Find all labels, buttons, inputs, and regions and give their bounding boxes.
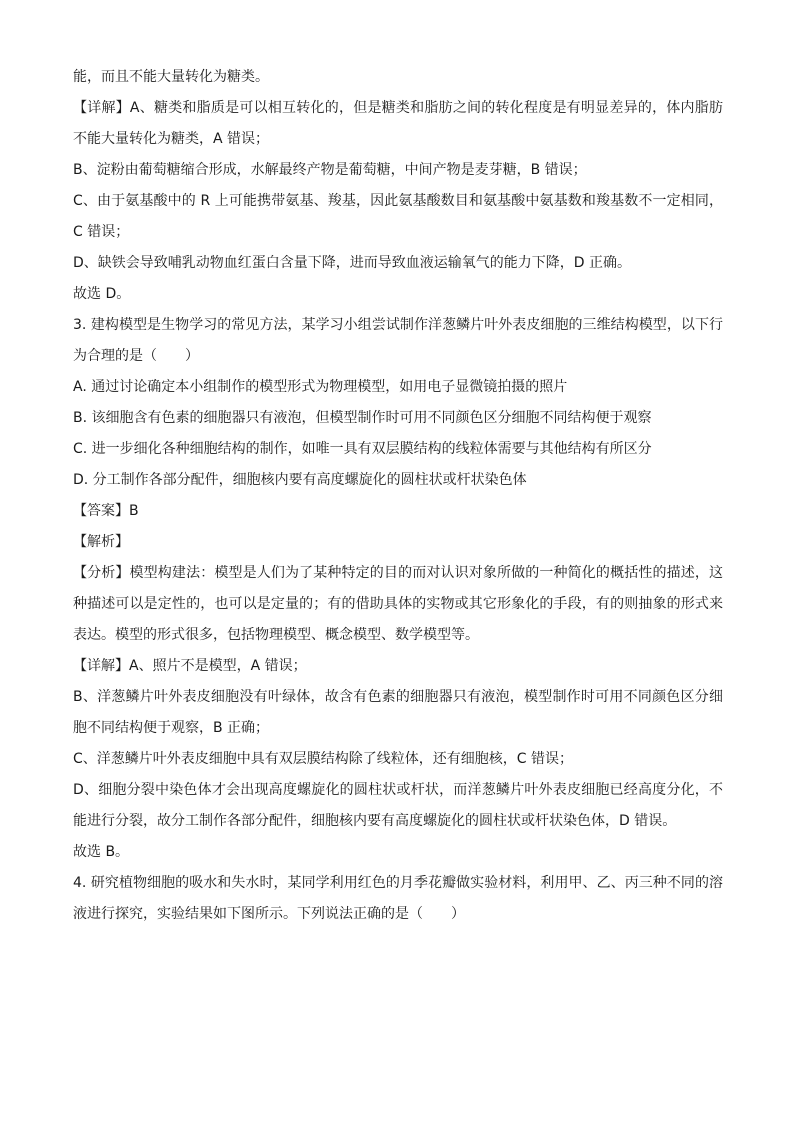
text-line: C、洋葱鳞片叶外表皮细胞中具有双层膜结构除了线粒体，还有细胞核，C 错误； — [73, 751, 573, 767]
question-3-stem: 3. 建构模型是生物学习的常见方法，某学习小组尝试制作洋葱鳞片叶外表皮细胞的三维结构模型，以下行 — [73, 317, 723, 333]
option-c: C. 进一步细化各种细胞结构的制作，如唯一具有双层膜结构的线粒体需要与其他结构有所区分 — [73, 441, 652, 457]
text-line: D、细胞分裂中染色体才会出现高度螺旋化的圆柱状或杆状，而洋葱鳞片叶外表皮细胞已经高度分化，不 — [73, 782, 723, 798]
text-line: 表达。模型的形式很多，包括物理模型、概念模型、数学模型等。 — [73, 627, 479, 643]
option-b: B. 该细胞含有色素的细胞器只有液泡，但模型制作时可用不同颜色区分细胞不同结构便于观察 — [73, 410, 652, 426]
text-line: 【分析】模型构建法：模型是人们为了某种特定的目的而对认识对象所做的一种简化的概括性的描述，这 — [73, 565, 723, 581]
document-body — [73, 62, 723, 930]
question-3-stem: 为合理的是（ ） — [73, 348, 199, 364]
option-d: D. 分工制作各部分配件，细胞核内要有高度螺旋化的圆柱状或杆状染色体 — [73, 472, 527, 488]
text-line: 【详解】A、糖类和脂质是可以相互转化的，但是糖类和脂肪之间的转化程度是有明显差异的，体内脂肪 — [73, 100, 723, 116]
question-4-stem: 液进行探究，实验结果如下图所示。下列说法正确的是（ ） — [73, 906, 465, 922]
text-line: 不能大量转化为糖类，A 错误； — [73, 131, 270, 147]
text-line: 【详解】A、照片不是模型，A 错误； — [73, 658, 307, 674]
text-line: C、由于氨基酸中的 R 上可能携带氨基、羧基，因此氨基酸数目和氨基酸中氨基数和羧基数不一定相同， — [73, 193, 723, 209]
text-line: B、洋葱鳞片叶外表皮细胞没有叶绿体，故含有色素的细胞器只有液泡，模型制作时可用不同颜色区分细 — [73, 689, 723, 705]
text-line: 胞不同结构便于观察，B 正确； — [73, 720, 270, 736]
text-line: D、缺铁会导致哺乳动物血红蛋白含量下降，进而导致血液运输氧气的能力下降，D 正确。 — [73, 255, 632, 271]
text-line: 种描述可以是定性的，也可以是定量的；有的借助具体的实物或其它形象化的手段，有的则抽象的形式来 — [73, 596, 723, 612]
option-a: A. 通过讨论确定本小组制作的模型形式为物理模型，如用电子显微镜拍摄的照片 — [73, 379, 568, 395]
question-4-stem: 4. 研究植物细胞的吸水和失水时，某同学利用红色的月季花瓣做实验材料，利用甲、乙、丙三种不同的溶 — [73, 875, 723, 891]
text-line: 故选 B。 — [73, 844, 130, 860]
answer-label: 【答案】B — [73, 503, 139, 519]
text-line: B、淀粉由葡萄糖缩合形成，水解最终产物是葡萄糖，中间产物是麦芽糖，B 错误； — [73, 162, 587, 178]
text-line: 故选 D。 — [73, 286, 131, 302]
analysis-label: 【解析】 — [73, 534, 129, 550]
text-line: C 错误； — [73, 224, 130, 240]
text-line: 能进行分裂，故分工制作各部分配件，细胞核内要有高度螺旋化的圆柱状或杆状染色体，D 错误。 — [73, 813, 677, 829]
text-line: 能，而且不能大量转化为糖类。 — [73, 69, 269, 85]
